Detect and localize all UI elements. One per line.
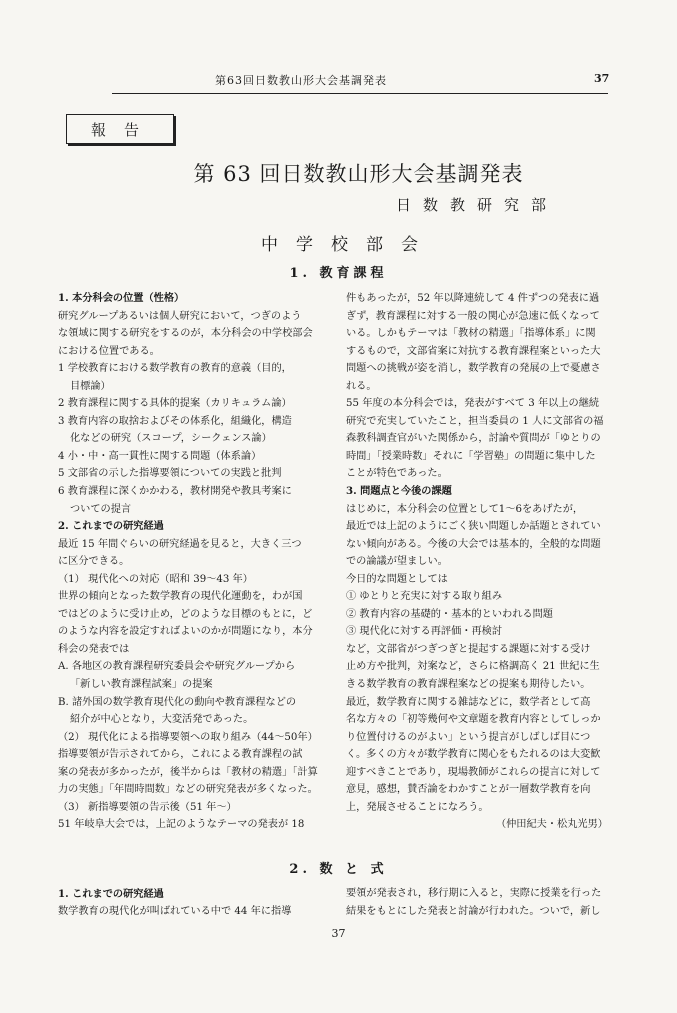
text-line: いる。しかもテーマは「教材の精選」「指導体系」に関 <box>346 328 596 340</box>
heading-research-history-2: 1. これまでの研究経過 <box>58 888 164 900</box>
left-column <box>58 290 326 834</box>
list-item: 2 教育課程に関する具体的提案（カリキュラム論） <box>58 398 292 410</box>
text-line: 結果をもとにした発表と討論が行われた。ついで，新し <box>346 906 601 917</box>
footer-page-number: 37 <box>331 927 346 940</box>
list-item-continued: ついての提言 <box>70 503 132 515</box>
text-line: ことが特色であった。 <box>346 468 448 480</box>
running-head-title: 第63回日数教山形大会基調発表 <box>215 74 387 87</box>
list-item-continued: 目標論） <box>70 380 111 392</box>
text-line: 最近 15 年間ぐらいの研究経過を見ると，大きく三つ <box>58 538 302 550</box>
list-item-continued: 「新しい教育課程試案」の提案 <box>70 679 213 691</box>
running-head-page-number: 37 <box>594 72 610 85</box>
text-line: するもので，文部省案に対抗する教育課程案といった大 <box>346 345 601 357</box>
text-line: 科会の発表では <box>58 643 130 655</box>
heading-position: 1. 本分科会の位置（性格） <box>58 292 185 304</box>
subheading-line: （1） 現代化への対応（昭和 39～43 年） <box>58 573 253 585</box>
text-line: 迎すべきことであり，現場教師がこれらの提言に対して <box>346 766 601 778</box>
organization: 日数教研究部 <box>396 196 559 214</box>
text-line: ぎず，教育課程に対する一般の関心が急速に低くなって <box>346 310 600 322</box>
list-item: ② 教育内容の基礎的・基本的といわれる問題 <box>346 608 553 620</box>
heading-issues: 3. 問題点と今後の課題 <box>346 485 452 498</box>
list-item: ① ゆとりと充実に対する取り組み <box>346 591 503 603</box>
heading-research-history: 2. これまでの研究経過 <box>58 520 164 533</box>
text-line: な領域に関する研究をするのが，本分科会の中学校部会 <box>58 328 313 340</box>
text-line: 世界の傾向となった数学教育の現代化運動を，わが国 <box>58 591 303 603</box>
running-head <box>0 72 677 92</box>
text-line: れる。 <box>346 380 377 392</box>
list-item: B. 諸外国の数学教育現代化の動向や教育課程などの <box>58 696 297 708</box>
list-item: 5 文部省の示した指導要領についての実践と批判 <box>58 468 282 480</box>
text-line: 上，発展させることになろう。 <box>346 801 489 813</box>
text-line: ない傾向がある。今後の大会では基本的，全般的な問題 <box>346 538 601 550</box>
text-line: り位置付けるのがよい」という提言がしばしば目につ <box>346 731 591 743</box>
text-line: など，文部省がつぎつぎと提起する課題に対する受け <box>346 643 591 655</box>
text-line: 止め方や批判，対案など，さらに格調高く 21 世紀に生 <box>346 661 600 673</box>
bottom-left-column <box>58 885 326 921</box>
text-line: 意見，感想，賛否論をわかすことが一層数学教育を向 <box>346 784 591 796</box>
page-title: 第 63 回日数教山形大会基調発表 <box>193 162 524 186</box>
text-line: 最近では上記のようにごく狭い問題しか話題とされてい <box>346 521 601 533</box>
subsection-heading-1: 1. 教育課程 <box>289 266 388 281</box>
text-line: 最近，数学教育に関する雑誌などに，数学者として高 <box>346 696 591 708</box>
text-line: に区分できる。 <box>58 556 130 568</box>
author-signature: （仲田紀夫・松丸光男） <box>495 819 608 831</box>
text-line: 研究で充実していたこと，担当委員の 1 人に文部省の福 <box>346 415 604 427</box>
section-title: 中学校部会 <box>261 235 436 255</box>
report-label-box: 報告 <box>66 114 174 144</box>
text-line: のような内容を設定すればよいのかが問題になり，本分 <box>58 626 313 638</box>
text-line: きる数学教育の教育課程案などの提案も期待したい。 <box>346 679 591 691</box>
text-line: 森教科調査官がいた関係から，討論や質問が「ゆとりの <box>346 433 601 445</box>
bottom-right-column <box>346 885 614 921</box>
header-rule <box>112 93 608 94</box>
right-column <box>346 290 614 834</box>
text-line: における位置である。 <box>58 345 160 357</box>
text-line: 力の実態」「年間時間数」などの研究発表が多くなった。 <box>58 784 318 796</box>
list-item: 6 教育課程に深くかかわる，教材開発や教具考案に <box>58 486 292 498</box>
text-line: 今日的な問題としては <box>346 573 448 585</box>
list-item: A. 各地区の教育課程研究委員会や研究グループから <box>58 661 296 673</box>
subheading-line: （3） 新指導要領の告示後（51 年～） <box>58 801 237 813</box>
text-line: 問題への挑戦が姿を消し，数学教育の発展の上で憂慮さ <box>346 363 601 375</box>
text-line: 研究グループあるいは個人研究において，つぎのよう <box>58 310 302 322</box>
text-line: 名な方々の「初等幾何や文章題を教育内容としてしっか <box>346 714 601 726</box>
text-line: 要領が発表され，移行期に入ると，実際に授業を行った <box>346 888 602 899</box>
list-item-continued: 紹介が中心となり，大変活発であった。 <box>70 714 254 726</box>
subheading-line: （2） 現代化による指導要領への取り組み（44～50年） <box>58 731 318 743</box>
subsection-heading-2: 2. 数 と 式 <box>289 862 388 877</box>
text-line: 時間」「授業時数」それに「学習塾」の問題に集中した <box>346 450 596 462</box>
list-item: ③ 現代化に対する再評価・再検討 <box>346 626 503 638</box>
text-line: 件もあったが，52 年以降連続して 4 件ずつの発表に過 <box>346 293 600 304</box>
text-line: く。多くの方々が数学教育に関心をもたれるのは大変歓 <box>346 749 601 761</box>
list-item: 4 小・中・高一貫性に関する問題（体系論） <box>58 450 262 462</box>
text-line: での論議が望ましい。 <box>346 556 448 568</box>
list-item: 3 教育内容の取捨およびその体系化，組織化，構造 <box>58 415 292 427</box>
text-line: 55 年度の本分科会では，発表がすべて 3 年以上の継続 <box>346 398 600 410</box>
text-line: 指導要領が告示されてから，これによる教育課程の試 <box>58 749 303 761</box>
list-item-continued: 化などの研究（スコープ，シークェンス論） <box>70 433 272 445</box>
text-line: 数学教育の現代化が叫ばれている中で 44 年に指導 <box>58 906 292 917</box>
text-line: はじめに，本分科会の位置として1～6をあげたが， <box>346 503 584 515</box>
text-line: ではどのように受け止め，どのような目標のもとに，ど <box>58 608 313 620</box>
text-line: 案の発表が多かったが，後半からは「教材の精選」「計算 <box>58 766 318 778</box>
list-item: 1 学校教育における数学教育の教育的意義（目的， <box>58 363 292 375</box>
text-line: 51 年岐阜大会では，上記のようなテーマの発表が 18 <box>58 819 305 831</box>
